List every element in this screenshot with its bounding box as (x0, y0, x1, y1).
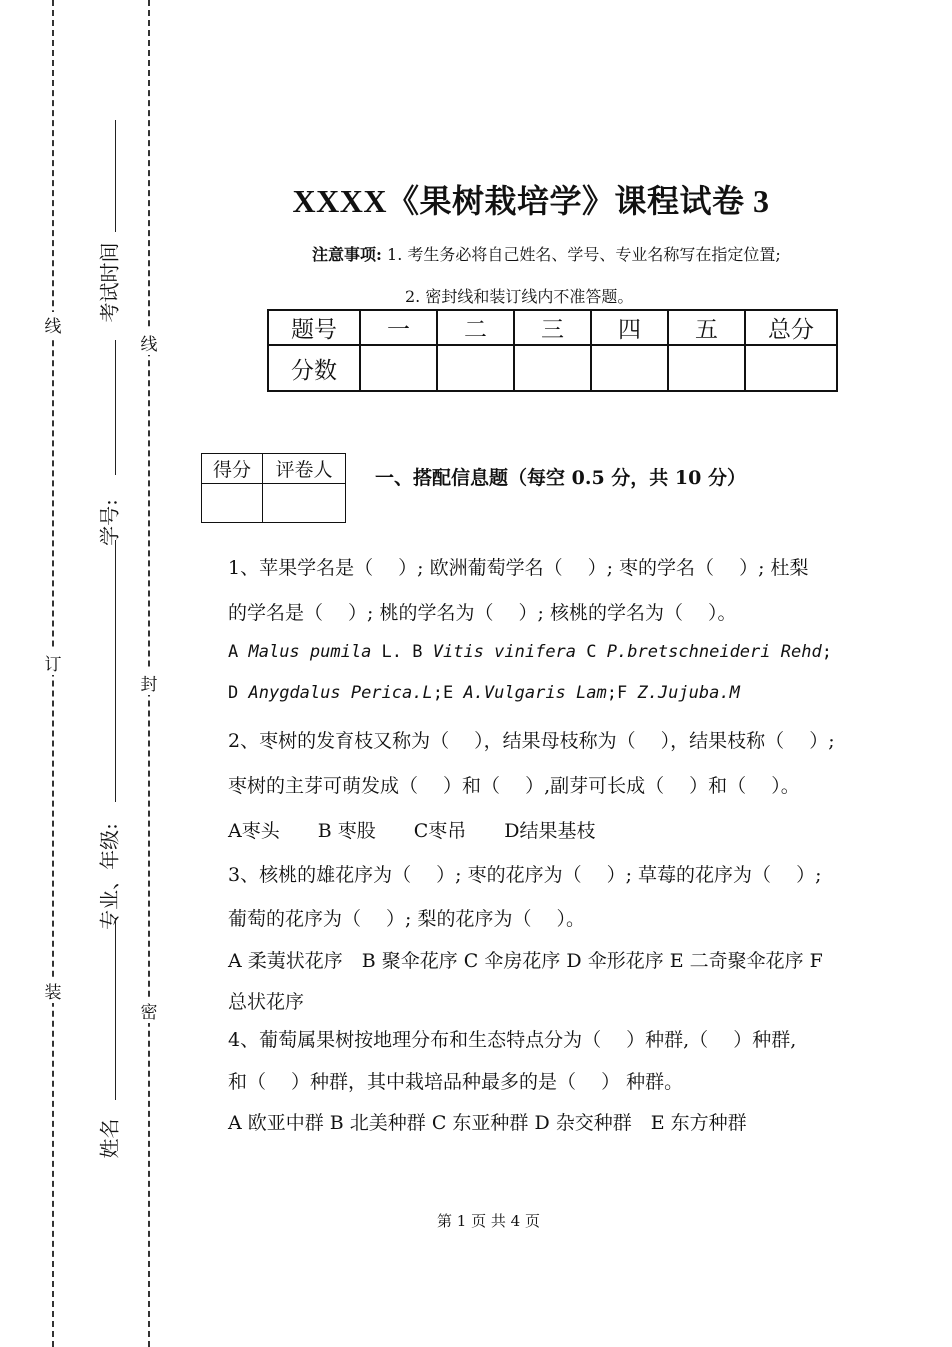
score-table (267, 309, 838, 392)
exam-title: XXXX《果树栽培学》课程试卷 3 (292, 183, 770, 219)
grader-table (201, 453, 346, 523)
grader-score-cell (202, 484, 263, 523)
grader-name-cell (263, 484, 346, 523)
q3-line-1: 3、核桃的雄花序为（ ）; 枣的花序为（ ）; 草莓的花序为（ ）; (228, 864, 822, 886)
score-header-cell: 二 (437, 310, 514, 345)
q3-line-2: 葡萄的花序为（ ）; 梨的花序为（ ）。 (228, 908, 586, 930)
q4-options: A 欧亚中群 B 北美种群 C 东亚种群 D 杂交种群 E 东方种群 (228, 1112, 747, 1134)
score-table-value-row (268, 345, 837, 391)
q1-line-1: 1、苹果学名是（ ）; 欧洲葡萄学名（ ）; 枣的学名（ ）; 杜梨 (228, 557, 809, 579)
name-label: 姓名 (97, 1118, 122, 1159)
inner-line-char: 线 (138, 330, 160, 355)
score-header-cell: 五 (668, 310, 745, 345)
section-1-title: 一、搭配信息题（每空 0.5 分，共 10 分） (375, 467, 746, 489)
inner-secret-char: 密 (138, 998, 160, 1023)
score-header-cell: 总分 (745, 310, 837, 345)
score-row-label: 分数 (268, 345, 360, 391)
q2-line-2: 枣树的主芽可萌发成（ ）和（ ）,副芽可长成（ ）和（ ）。 (228, 775, 800, 797)
score-header-cell: 一 (360, 310, 437, 345)
major-grade-field (115, 540, 116, 802)
q1-options-line-1: A Malus pumila L. B Vitis vinifera C P.bretschneideri Rehd; (228, 642, 832, 662)
notice-item-1: 1. 考生务必将自己姓名、学号、专业名称写在指定位置; (387, 245, 781, 264)
score-cell (437, 345, 514, 391)
grader-name-header: 评卷人 (263, 454, 346, 484)
notice-item-2: 2. 密封线和装订线内不准答题。 (405, 287, 634, 306)
q3-options-line-1: A 柔荑状花序 B 聚伞花序 C 伞房花序 D 伞形花序 E 二奇聚伞花序 F (228, 950, 823, 972)
score-cell (360, 345, 437, 391)
option-f-name: Z.Jujuba.M (637, 683, 740, 703)
option-b-name: Vitis vinifera (432, 642, 577, 662)
major-grade-label: 专业、年级: (97, 823, 122, 930)
option-c-name: P.bretschneideri Rehd (606, 642, 822, 662)
outer-line-char: 线 (42, 312, 64, 337)
page-number: 第 1 页 共 4 页 (437, 1212, 540, 1230)
student-id-field (115, 340, 116, 475)
q1-line-2: 的学名是（ ）; 桃的学名为（ ）; 核桃的学名为（ ）。 (228, 602, 737, 624)
page-footer (0, 1210, 952, 1231)
score-cell (591, 345, 668, 391)
student-id-label: 学号: (97, 499, 122, 546)
score-header-cell: 三 (514, 310, 591, 345)
option-d-name: Anygdalus Perica.L (248, 683, 433, 703)
q4-line-2: 和（ ）种群，其中栽培品种最多的是（ ） 种群。 (228, 1071, 684, 1093)
score-header-cell: 题号 (268, 310, 360, 345)
score-table-header-row (268, 310, 837, 345)
score-header-cell: 四 (591, 310, 668, 345)
q4-line-1: 4、葡萄属果树按地理分布和生态特点分为（ ）种群,（ ）种群, (228, 1029, 797, 1051)
notice-label: 注意事项: (312, 245, 382, 264)
grader-score-header: 得分 (202, 454, 263, 484)
outer-bind-char: 订 (42, 650, 64, 675)
score-cell (514, 345, 591, 391)
notice-line-1 (312, 242, 781, 265)
name-field (115, 918, 116, 1100)
q2-options: A枣头 B 枣股 C枣吊 D结果基枝 (228, 820, 596, 842)
option-a-name: Malus pumila (248, 642, 372, 662)
option-e-name: A.Vulgaris Lam (463, 683, 607, 703)
outer-pack-char: 装 (42, 978, 64, 1003)
score-cell (745, 345, 837, 391)
q2-line-1: 2、枣树的发育枝又称为（ ），结果母枝称为（ ），结果枝称（ ）; (228, 730, 835, 752)
inner-seal-char: 封 (138, 670, 160, 695)
score-cell (668, 345, 745, 391)
q3-options-line-2: 总状花序 (228, 991, 305, 1013)
q1-options-line-2: D Anygdalus Perica.L;E A.Vulgaris Lam;F Z.Jujuba.M (228, 683, 740, 703)
exam-time-label: 考试时间 (97, 242, 122, 323)
